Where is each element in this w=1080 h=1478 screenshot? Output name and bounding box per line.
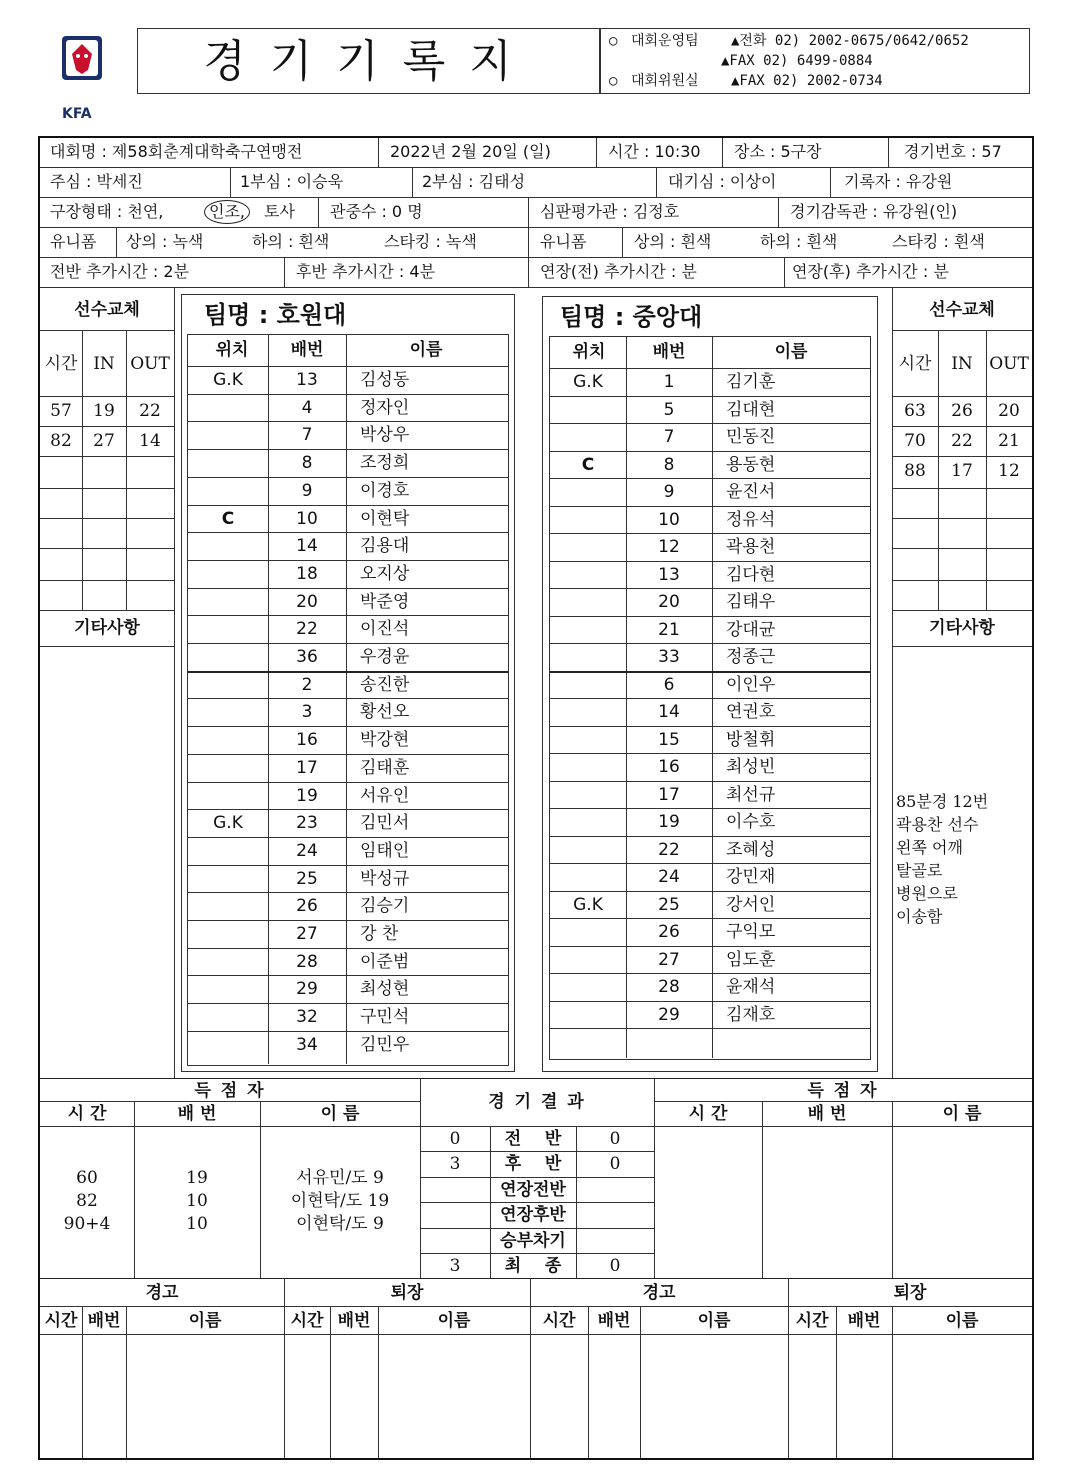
player-name: 민동진 (726, 427, 776, 447)
player-name: 방철휘 (726, 729, 776, 750)
player-name: 박준영 (360, 591, 410, 612)
pitch-type-other: 토사 (264, 202, 295, 221)
roster-row-divider (188, 671, 508, 673)
result-period-label: 후 반 (504, 1154, 562, 1175)
player-name: 용동현 (726, 454, 776, 475)
office-bullet: ○ (609, 33, 618, 49)
pitch-type-selected: 인조, (204, 200, 250, 224)
extra-time-2-added: 연장(후) 추가시간 : 분 (792, 262, 949, 281)
player-name: 최성현 (360, 979, 410, 1000)
roster-row-divider (550, 863, 870, 864)
player-name: 우경윤 (360, 647, 410, 667)
roster-row-divider (188, 394, 508, 395)
result-period-label: 전 반 (504, 1129, 562, 1149)
home-bottom: 하의 : 흰색 (252, 232, 330, 251)
roster-row-divider (550, 588, 870, 589)
referee-assessor: 심판평가관 : 김정호 (540, 202, 680, 221)
player-name: 이인우 (726, 674, 776, 695)
player-number: 15 (658, 729, 680, 750)
player-number: 17 (296, 757, 318, 778)
roster-row-divider (550, 918, 870, 919)
player-name: 김용대 (360, 536, 410, 557)
player-number: 10 (296, 508, 318, 529)
home-sendoff-name-header: 이름 (437, 1311, 471, 1331)
player-name: 김민서 (360, 813, 410, 834)
result-home-score: 0 (449, 1129, 461, 1149)
away-sendoff-title: 퇴장 (893, 1283, 927, 1303)
goal-number: 19 (186, 1168, 208, 1188)
player-position: C (581, 454, 595, 475)
player-name: 정자인 (360, 397, 410, 418)
roster-row-divider (550, 781, 870, 782)
home-goal-time-header: 시 간 (67, 1104, 107, 1124)
player-name: 연권호 (726, 702, 776, 722)
player-name: 박성규 (360, 868, 410, 889)
away-caution-no-header: 배번 (597, 1311, 631, 1331)
player-position: C (221, 508, 235, 529)
result-title: 경 기 결 과 (488, 1092, 586, 1112)
player-name: 구민석 (360, 1007, 410, 1028)
result-row-divider (420, 1228, 654, 1229)
away-goal-name-header: 이 름 (942, 1104, 982, 1124)
home-no-header: 배번 (290, 340, 324, 360)
roster-row-divider (550, 973, 870, 974)
player-number: 26 (658, 922, 680, 942)
roster-row-divider (188, 782, 508, 783)
player-number: 2 (301, 674, 313, 695)
player-number: 24 (658, 867, 680, 887)
roster-row-divider (188, 532, 508, 533)
player-number: 33 (658, 647, 680, 667)
assistant-referee-2: 2부심 : 김태성 (422, 172, 526, 191)
info-row-4 (40, 228, 1032, 258)
match-date: 2022년 2월 20일 (일) (390, 142, 551, 161)
player-number: 24 (296, 840, 318, 861)
roster-row-divider (550, 1001, 870, 1002)
player-number: 28 (296, 951, 318, 972)
player-name: 조혜성 (726, 839, 776, 860)
home-remarks-title: 기타사항 (74, 618, 140, 638)
away-remarks-text: 85분경 12번 곽용찬 선수 왼쪽 어깨 탈골로 병원으로 이송함 (896, 792, 989, 926)
home-sendoff-title: 퇴장 (390, 1283, 424, 1303)
player-name: 김기훈 (726, 372, 776, 392)
away-pos-header: 위치 (572, 342, 606, 362)
away-uniform-label: 유니폼 (540, 232, 587, 251)
home-sub-out-header: OUT (130, 354, 170, 374)
home-sendoff-time-header: 시간 (290, 1311, 324, 1331)
extra-time-1-added: 연장(전) 추가시간 : 분 (540, 262, 697, 281)
logo-text: KFA (62, 106, 92, 122)
player-name: 최선규 (726, 784, 776, 805)
roster-row-divider (188, 975, 508, 976)
player-name: 윤진서 (726, 482, 776, 502)
goal-name: 이현탁/도 9 (296, 1214, 384, 1234)
roster-row-divider (550, 1028, 870, 1029)
player-name: 임태인 (360, 840, 410, 861)
player-name: 윤재석 (726, 977, 776, 997)
player-number: 8 (301, 453, 313, 474)
player-number: 8 (663, 454, 675, 475)
home-sub-panel (40, 288, 174, 1078)
away-caution-name-header: 이름 (697, 1311, 731, 1331)
away-bottom: 하의 : 흰색 (760, 232, 838, 251)
assistant-referee-1: 1부심 : 이승욱 (240, 172, 344, 191)
player-name: 김태훈 (360, 757, 410, 778)
away-sub-in-header: IN (951, 354, 973, 374)
player-name: 김대현 (726, 399, 776, 420)
away-top: 상의 : 흰색 (634, 232, 712, 251)
roster-row-divider (550, 396, 870, 397)
player-name: 이현탁 (360, 508, 410, 529)
player-name: 정종근 (726, 647, 776, 667)
roster-row-divider (188, 1003, 508, 1004)
sub-in-number: 22 (951, 431, 973, 451)
roster-row-divider (188, 698, 508, 699)
player-number: 1 (663, 372, 675, 392)
fourth-official: 대기심 : 이상이 (668, 172, 777, 191)
player-number: 19 (296, 785, 318, 806)
info-row-2 (40, 168, 1032, 198)
result-away-score: 0 (609, 1129, 621, 1149)
result-row-divider (420, 1151, 654, 1152)
result-row-divider (420, 1202, 654, 1203)
player-name: 강 찬 (360, 924, 399, 944)
player-name: 송진한 (360, 674, 410, 695)
away-sendoff-time-header: 시간 (795, 1311, 829, 1331)
player-name: 이준범 (360, 951, 410, 972)
roster-row-divider (188, 477, 508, 478)
player-name: 박상우 (360, 425, 410, 446)
player-name: 강서인 (726, 894, 776, 915)
committee-fax: ▲FAX 02) 2002-0734 (731, 73, 883, 89)
result-period-label: 최 종 (504, 1256, 562, 1276)
player-name: 오지상 (360, 563, 410, 584)
away-sendoff-name-header: 이름 (945, 1311, 979, 1331)
referee: 주심 : 박세진 (50, 172, 143, 191)
away-remarks-title: 기타사항 (929, 618, 995, 638)
away-no-header: 배번 (652, 342, 686, 362)
goal-name: 서유민/도 9 (296, 1168, 384, 1188)
player-number: 17 (658, 784, 680, 805)
player-number: 32 (296, 1007, 318, 1028)
home-pos-header: 위치 (215, 340, 249, 360)
player-position: G.K (213, 813, 243, 834)
away-sub-out-header: OUT (989, 354, 1029, 374)
player-number: 22 (296, 619, 318, 640)
office-label: 대회운영팀 (631, 33, 699, 49)
player-name: 구익모 (726, 922, 776, 942)
away-sendoff-no-header: 배번 (847, 1311, 881, 1331)
sub-out-number: 12 (998, 461, 1020, 481)
player-number: 14 (296, 536, 318, 557)
home-roster-inner (187, 334, 509, 1066)
away-sub-title: 선수교체 (929, 300, 995, 320)
away-socks: 스타킹 : 흰색 (892, 232, 985, 251)
roster-row-divider (550, 533, 870, 534)
result-period-label: 승부차기 (500, 1230, 566, 1251)
player-number: 20 (296, 591, 318, 612)
roster-row-divider (188, 366, 508, 367)
goal-name: 이현탁/도 19 (290, 1191, 390, 1211)
player-number: 16 (658, 757, 680, 777)
player-number: 5 (663, 399, 675, 420)
away-team-name: 팀명 : 중앙대 (560, 303, 703, 331)
result-period-label: 연장후반 (500, 1205, 566, 1226)
result-row-divider (420, 1177, 654, 1178)
result-away-score: 0 (609, 1256, 621, 1276)
roster-row-divider (550, 561, 870, 562)
goal-time: 82 (76, 1191, 98, 1211)
away-name-header: 이름 (774, 342, 808, 362)
player-number: 3 (301, 702, 313, 723)
home-team-name: 팀명 : 호원대 (204, 301, 347, 329)
player-number: 28 (658, 977, 680, 997)
contact-box (600, 28, 1030, 94)
player-number: 21 (658, 619, 680, 640)
player-name: 강대균 (726, 619, 776, 640)
sub-time: 70 (904, 431, 926, 451)
pitch-type-label: 구장형태 : 천연, (50, 202, 164, 221)
home-sub-title: 선수교체 (74, 300, 140, 320)
player-name: 김민우 (360, 1034, 410, 1055)
page-title: 경기기록지 (203, 36, 536, 87)
roster-row-divider (188, 421, 508, 422)
player-name: 임도훈 (726, 949, 776, 970)
info-row-3 (40, 198, 1032, 228)
kickoff-time: 시간 : 10:30 (608, 142, 701, 161)
roster-row-divider (550, 891, 870, 892)
roster-row-divider (550, 643, 870, 644)
roster-row-divider (188, 560, 508, 561)
result-home-score: 3 (449, 1154, 461, 1175)
player-number: 7 (663, 427, 675, 447)
result-home-score: 3 (449, 1256, 461, 1276)
info-row-5 (40, 258, 1032, 288)
player-number: 20 (658, 592, 680, 612)
player-number: 27 (296, 924, 318, 944)
player-number: 13 (296, 370, 318, 390)
result-away-score: 0 (609, 1154, 621, 1175)
away-scorers-title: 득 점 자 (807, 1081, 879, 1101)
roster-row-divider (188, 615, 508, 616)
sub-time: 82 (50, 431, 72, 451)
player-name: 김다현 (726, 564, 776, 585)
player-position: G.K (213, 370, 243, 390)
roster-row-divider (188, 948, 508, 949)
home-sub-in-header: IN (93, 354, 115, 374)
home-socks: 스타킹 : 녹색 (384, 232, 477, 251)
player-name: 이경호 (360, 480, 410, 501)
roster-row-divider (550, 698, 870, 699)
match-number: 경기번호 : 57 (904, 142, 1002, 161)
player-name: 박강현 (360, 730, 410, 751)
player-name: 황선오 (360, 702, 410, 723)
player-number: 19 (658, 812, 680, 832)
player-name: 조정희 (360, 453, 410, 474)
player-number: 16 (296, 730, 318, 751)
second-half-added-time: 후반 추가시간 : 4분 (296, 262, 436, 281)
roster-row-divider (188, 754, 508, 755)
player-number: 34 (296, 1034, 318, 1055)
attendance: 관중수 : 0 명 (330, 202, 423, 221)
goal-number: 10 (186, 1191, 208, 1211)
player-number: 25 (296, 868, 318, 889)
away-sub-time-header: 시간 (898, 354, 932, 374)
player-number: 10 (658, 509, 680, 530)
roster-row-divider (550, 808, 870, 809)
roster-row-divider (550, 368, 870, 369)
home-goal-no-header: 배 번 (177, 1104, 217, 1124)
player-name: 이진석 (360, 619, 410, 640)
roster-row-divider (550, 423, 870, 424)
committee-label: 대회위원실 (631, 73, 699, 89)
player-number: 7 (301, 425, 313, 446)
away-goal-time-header: 시 간 (688, 1104, 728, 1124)
player-position: G.K (573, 894, 603, 915)
away-caution-time-header: 시간 (542, 1311, 576, 1331)
home-sub-time-header: 시간 (44, 354, 78, 374)
player-number: 9 (301, 480, 313, 501)
goal-time: 90+4 (63, 1214, 111, 1234)
player-number: 12 (658, 537, 680, 557)
info-row-1 (40, 138, 1032, 168)
sub-in-number: 26 (951, 401, 973, 421)
roster-row-divider (188, 1031, 508, 1032)
roster-row-divider (550, 753, 870, 754)
roster-row-divider (188, 449, 508, 450)
roster-row-divider (188, 892, 508, 893)
competition-name: 대회명 : 제58회춘계대학축구연맹전 (50, 142, 303, 161)
roster-row-divider (550, 671, 870, 673)
away-caution-title: 경고 (642, 1283, 676, 1303)
player-name: 김태우 (726, 592, 776, 612)
sub-time: 57 (50, 401, 72, 421)
roster-row-divider (550, 726, 870, 727)
player-name: 서유인 (360, 785, 410, 806)
roster-row-divider (550, 506, 870, 507)
home-caution-name-header: 이름 (188, 1311, 222, 1331)
player-number: 29 (296, 979, 318, 1000)
player-number: 23 (296, 813, 318, 834)
home-uniform-label: 유니폼 (50, 232, 97, 251)
kfa-logo (58, 34, 106, 100)
player-number: 9 (663, 482, 675, 502)
kfa-emblem-icon (58, 34, 106, 100)
roster-row-divider (188, 588, 508, 589)
roster-row-divider (188, 809, 508, 810)
player-number: 13 (658, 564, 680, 585)
player-number: 26 (296, 896, 318, 917)
roster-row-divider (188, 865, 508, 866)
sub-out-number: 22 (139, 401, 161, 421)
player-number: 18 (296, 563, 318, 584)
roster-row-divider (188, 726, 508, 727)
roster-row-divider (550, 451, 870, 452)
player-number: 29 (658, 1004, 680, 1025)
sub-in-number: 27 (93, 431, 115, 451)
away-goal-no-header: 배 번 (807, 1104, 847, 1124)
home-name-header: 이름 (409, 340, 443, 360)
roster-row-divider (550, 946, 870, 947)
home-caution-no-header: 배번 (87, 1311, 121, 1331)
player-position: G.K (573, 372, 603, 392)
recorder: 기록자 : 유강원 (844, 172, 953, 191)
roster-row-divider (188, 505, 508, 506)
goal-number: 10 (186, 1214, 208, 1234)
sub-in-number: 17 (951, 461, 973, 481)
roster-row-divider (550, 836, 870, 837)
player-name: 정유석 (726, 509, 776, 530)
home-goal-name-header: 이 름 (320, 1104, 360, 1124)
office-fax: ▲FAX 02) 6499-0884 (721, 53, 873, 69)
sub-in-number: 19 (93, 401, 115, 421)
roster-row-divider (550, 478, 870, 479)
office-phone: ▲전화 02) 2002-0675/0642/0652 (731, 33, 969, 49)
player-number: 25 (658, 894, 680, 915)
committee-bullet: ○ (609, 73, 618, 89)
venue: 장소 : 5구장 (734, 142, 822, 161)
home-top: 상의 : 녹색 (126, 232, 204, 251)
roster-row-divider (550, 616, 870, 617)
player-number: 14 (658, 702, 680, 722)
home-scorers-title: 득 점 자 (194, 1081, 266, 1101)
result-row-divider (420, 1253, 654, 1254)
sub-time: 63 (904, 401, 926, 421)
sub-out-number: 21 (998, 431, 1020, 451)
home-caution-time-header: 시간 (44, 1311, 78, 1331)
player-name: 최성빈 (726, 757, 776, 777)
away-sub-panel (892, 288, 1032, 1078)
roster-row-divider (188, 837, 508, 838)
player-name: 곽용천 (726, 537, 776, 557)
player-name: 강민재 (726, 867, 776, 887)
roster-row-divider (188, 643, 508, 644)
player-number: 27 (658, 949, 680, 970)
sub-time: 88 (904, 461, 926, 481)
home-sendoff-no-header: 배번 (337, 1311, 371, 1331)
player-number: 36 (296, 647, 318, 667)
player-number: 4 (301, 397, 313, 418)
home-caution-title: 경고 (145, 1283, 179, 1303)
goal-time: 60 (76, 1168, 98, 1188)
sub-out-number: 14 (139, 431, 161, 451)
player-name: 김승기 (360, 896, 410, 917)
match-supervisor: 경기감독관 : 유강원(인) (790, 202, 958, 221)
title-box (137, 28, 600, 94)
player-name: 김성동 (360, 370, 410, 390)
sub-out-number: 20 (998, 401, 1020, 421)
player-number: 6 (663, 674, 675, 695)
first-half-added-time: 전반 추가시간 : 2분 (50, 262, 190, 281)
result-period-label: 연장전반 (500, 1179, 566, 1200)
player-name: 김재호 (726, 1004, 776, 1025)
roster-row-divider (188, 920, 508, 921)
player-number: 22 (658, 839, 680, 860)
player-name: 이수호 (726, 812, 776, 832)
